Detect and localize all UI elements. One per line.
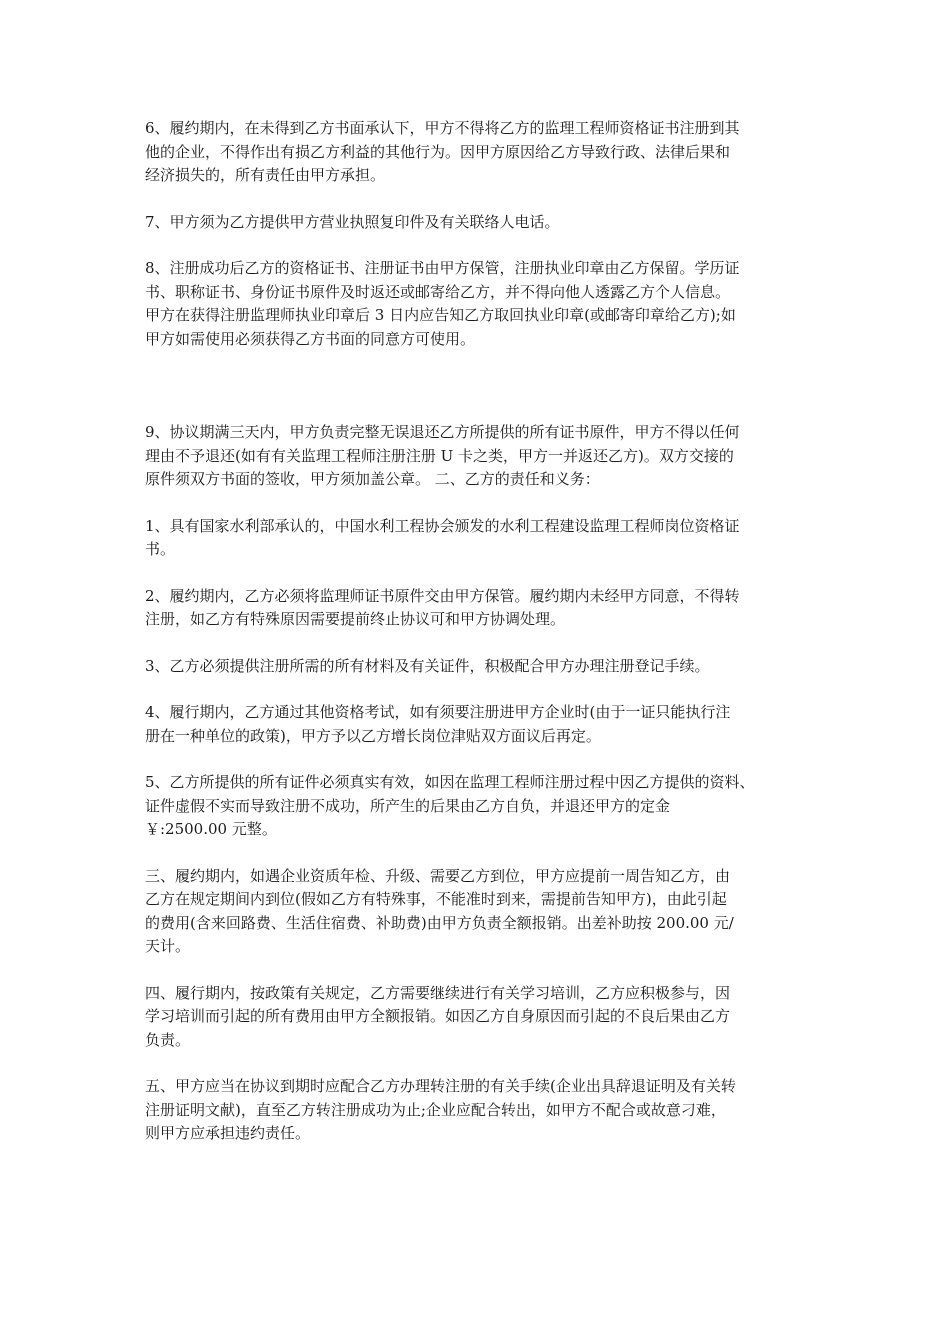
text-line: 3、乙方必须提供注册所需的所有材料及有关证件，积极配合甲方办理注册登记手续。	[145, 656, 710, 675]
text-line: 6、履约期内，在未得到乙方书面承认下，甲方不得将乙方的监理工程师资格证书注册到其	[145, 119, 740, 137]
text-line: 则甲方应承担违约责任。	[145, 1124, 311, 1142]
section-3	[145, 865, 835, 959]
text-line: 5、乙方所提供的所有证件必须真实有效，如因在监理工程师注册过程中因乙方提供的资料、	[145, 773, 755, 791]
text-line: 的费用(含来回路费、生活住宿费、补助费)由甲方负责全额报销。出差补助按 200.00 元/	[145, 913, 734, 932]
text-line: 注册证明文献)，直至乙方转注册成功为止;企业应配合转出，如甲方不配合或故意刁难，	[145, 1100, 726, 1119]
text-line: 2、履约期内，乙方必须将监理师证书原件交由甲方保管。履约期内未经甲方同意，不得转	[145, 586, 740, 605]
section-5	[145, 1075, 835, 1146]
text-line: 学习培训而引起的所有费用由甲方全额报销。如因乙方自身原因而引起的不良后果由乙方	[145, 1007, 731, 1025]
text-line: 四、履行期内，按政策有关规定，乙方需要继续进行有关学习培训，乙方应积极参与，因	[145, 983, 731, 1002]
clause-7	[145, 211, 835, 235]
text-line: 证件虚假不实而导致注册不成功，所产生的后果由乙方自负，并退还甲方的定金	[145, 796, 671, 815]
text-line: 甲方在获得注册监理师执业印章后 3 日内应告知乙方取回执业印章(或邮寄印章给乙方);如	[145, 306, 736, 324]
clause-6	[145, 117, 835, 188]
party-b-item-1	[145, 515, 835, 562]
text-line: 三、履约期内，如遇企业资质年检、升级、需要乙方到位，甲方应提前一周告知乙方，由	[145, 866, 731, 885]
text-line: 经济损失的，所有责任由甲方承担。	[145, 166, 386, 184]
document-body	[145, 117, 835, 1146]
text-line: 7、甲方须为乙方提供甲方营业执照复印件及有关联络人电话。	[145, 212, 560, 231]
text-line: 1、具有国家水利部承认的，中国水利工程协会颁发的水利工程建设监理工程师岗位资格证	[145, 516, 740, 535]
text-line: 书。	[145, 540, 176, 558]
text-line: 书、职称证书、身份证书原件及时返还或邮寄给乙方，并不得向他人透露乙方个人信息。	[145, 282, 731, 301]
text-line: 乙方在规定期间内到位(假如乙方有特殊事，不能准时到来，需提前告知甲方)，由此引起	[145, 890, 727, 908]
text-line: ￥:2500.00 元整。	[145, 820, 277, 838]
text-line: 9、协议期满三天内，甲方负责完整无误退还乙方所提供的所有证书原件，甲方不得以任何	[145, 423, 740, 441]
text-line: 甲方如需使用必须获得乙方书面的同意方可使用。	[145, 329, 476, 348]
clause-9	[145, 421, 835, 492]
text-line: 天计。	[145, 937, 191, 955]
party-b-item-3	[145, 655, 835, 679]
text-line: 8、注册成功后乙方的资格证书、注册证书由甲方保管，注册执业印章由乙方保留。学历证	[145, 259, 740, 277]
text-line: 负责。	[145, 1030, 191, 1049]
text-line: 册在一种单位的政策)，甲方予以乙方增长岗位津贴双方面议后再定。	[145, 726, 601, 745]
section-4	[145, 982, 835, 1053]
text-line: 注册，如乙方有特殊原因需要提前终止协议可和甲方协调处理。	[145, 610, 566, 628]
text-line: 4、履行期内，乙方通过其他资格考试，如有须要注册进甲方企业时(由于一证只能执行注	[145, 703, 731, 721]
text-line: 五、甲方应当在协议到期时应配合乙方办理转注册的有关手续(企业出具辞退证明及有关转	[145, 1077, 736, 1095]
clause-8	[145, 257, 835, 351]
party-b-item-2	[145, 585, 835, 632]
party-b-item-5	[145, 771, 835, 842]
text-line: 原件须双方书面的签收，甲方须加盖公章。 二、乙方的责任和义务：	[145, 470, 600, 488]
party-b-item-4	[145, 701, 835, 748]
text-line: 他的企业，不得作出有损乙方利益的其他行为。因甲方原因给乙方导致行政、法律后果和	[145, 142, 731, 161]
text-line: 理由不予退还(如有有关监理工程师注册注册 U 卡之类，甲方一并返还乙方)。双方交接的	[145, 446, 734, 465]
